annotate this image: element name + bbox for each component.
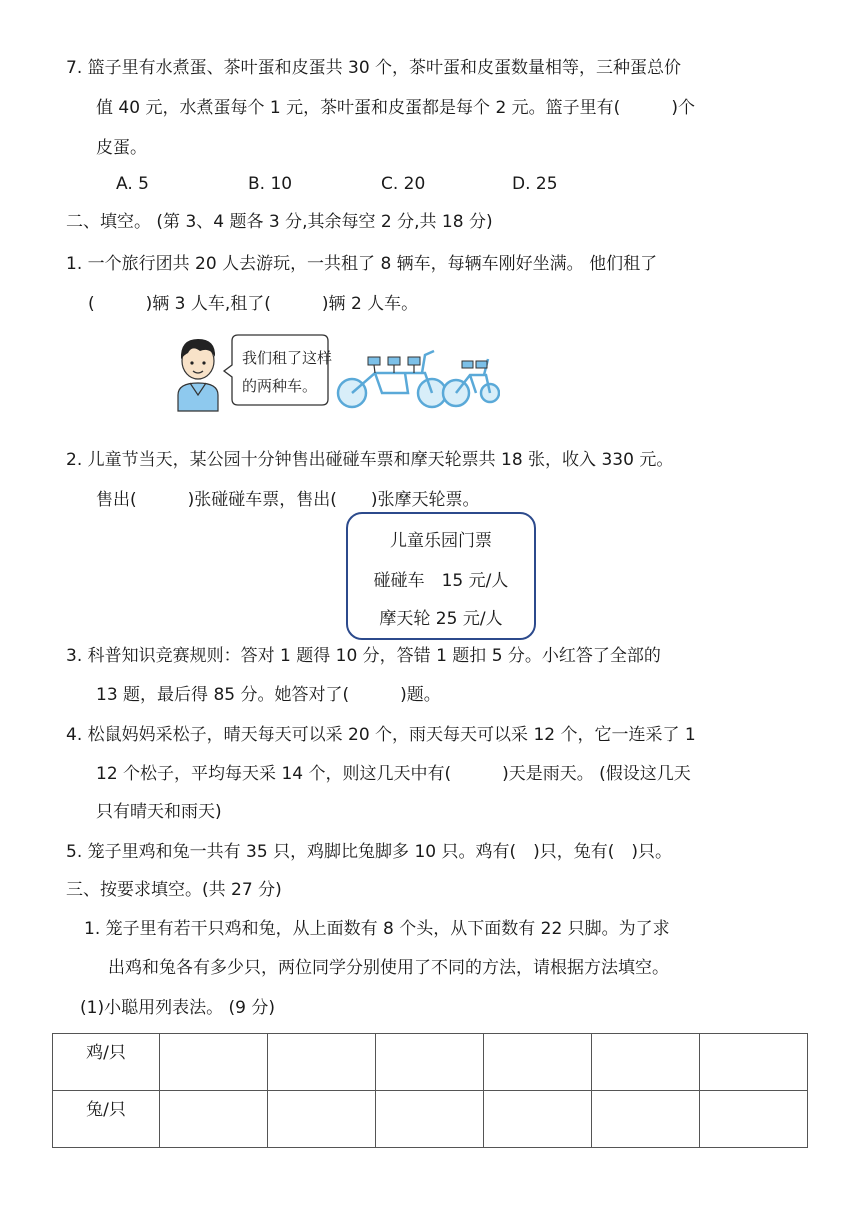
- answer-cell[interactable]: [376, 1091, 484, 1148]
- s3-q1-line1: 1. 笼子里有若干只鸡和兔，从上面数有 8 个头，从下面数有 22 只脚。为了求: [84, 919, 670, 939]
- chicken-rabbit-table: [52, 1033, 808, 1148]
- ticket-row-bumper-car: 碰碰车 15 元/人: [373, 571, 509, 591]
- s2-q2-line1: 2. 儿童节当天，某公园十分钟售出碰碰车票和摩天轮票共 18 张，收入 330 元。: [66, 450, 674, 470]
- answer-cell[interactable]: [592, 1034, 700, 1091]
- answer-cell[interactable]: [484, 1034, 592, 1091]
- answer-cell[interactable]: [268, 1091, 376, 1148]
- answer-cell[interactable]: [700, 1091, 808, 1148]
- s2-q5-line1: 5. 笼子里鸡和兔一共有 35 只，鸡脚比兔脚多 10 只。鸡有( )只，兔有( )只。: [66, 842, 673, 862]
- speech-bubble: [224, 335, 332, 405]
- boy-and-bikes-illustration: [170, 333, 500, 413]
- speech-line1: 我们租了这样: [242, 349, 333, 367]
- answer-cell[interactable]: [160, 1091, 268, 1148]
- q7-option-d: D. 25: [512, 174, 558, 194]
- answer-cell[interactable]: [376, 1034, 484, 1091]
- ticket-title: 儿童乐园门票: [390, 531, 492, 551]
- row-header-rabbit: 兔/只: [53, 1091, 160, 1148]
- triple-seat-bike-icon: [338, 351, 446, 407]
- q7-line1: 7. 篮子里有水煮蛋、茶叶蛋和皮蛋共 30 个，茶叶蛋和皮蛋数量相等，三种蛋总价: [66, 58, 682, 78]
- q7-option-a: A. 5: [116, 174, 149, 194]
- answer-cell[interactable]: [592, 1091, 700, 1148]
- section2-heading: 二、填空。 (第 3、4 题各 3 分,其余每空 2 分,共 18 分): [66, 212, 493, 232]
- s2-q1-line1: 1. 一个旅行团共 20 人去游玩，一共租了 8 辆车，每辆车刚好坐满。 他们租了: [66, 254, 658, 274]
- double-seat-bike-icon: [443, 359, 499, 406]
- q7-option-c: C. 20: [381, 174, 426, 194]
- ticket-price-box: [346, 512, 536, 640]
- q7-line2: 值 40 元，水煮蛋每个 1 元，茶叶蛋和皮蛋都是每个 2 元。篮子里有( )个: [96, 98, 695, 118]
- s2-q4-line1: 4. 松鼠妈妈采松子，晴天每天可以采 20 个，雨天每天可以采 12 个，它一连采了 1: [66, 725, 696, 745]
- q7-option-b: B. 10: [248, 174, 293, 194]
- speech-line2: 的两种车。: [242, 377, 318, 395]
- s3-sub1: (1)小聪用列表法。 (9 分): [80, 998, 275, 1018]
- table-row: [53, 1034, 808, 1091]
- table-row: [53, 1091, 808, 1148]
- row-header-chicken: 鸡/只: [53, 1034, 160, 1091]
- q7-line3: 皮蛋。: [96, 138, 147, 158]
- s2-q3-line1: 3. 科普知识竞赛规则：答对 1 题得 10 分，答错 1 题扣 5 分。小红答了全部的: [66, 646, 661, 666]
- s2-q2-line2: 售出( )张碰碰车票，售出( )张摩天轮票。: [96, 490, 480, 510]
- answer-cell[interactable]: [160, 1034, 268, 1091]
- boy-icon: [178, 339, 218, 411]
- s2-q3-line2: 13 题，最后得 85 分。她答对了( )题。: [96, 685, 441, 705]
- s2-q1-line2: ( )辆 3 人车,租了( )辆 2 人车。: [88, 294, 419, 314]
- s2-q4-line2: 12 个松子，平均每天采 14 个，则这几天中有( )天是雨天。 (假设这几天: [96, 764, 691, 784]
- section3-heading: 三、按要求填空。(共 27 分): [66, 880, 282, 900]
- s2-q4-line3: 只有晴天和雨天): [96, 802, 222, 822]
- answer-cell[interactable]: [268, 1034, 376, 1091]
- answer-cell[interactable]: [700, 1034, 808, 1091]
- answer-cell[interactable]: [484, 1091, 592, 1148]
- s3-q1-line2: 出鸡和兔各有多少只，两位同学分别使用了不同的方法，请根据方法填空。: [108, 958, 669, 978]
- ticket-row-ferris-wheel: 摩天轮 25 元/人: [379, 609, 503, 629]
